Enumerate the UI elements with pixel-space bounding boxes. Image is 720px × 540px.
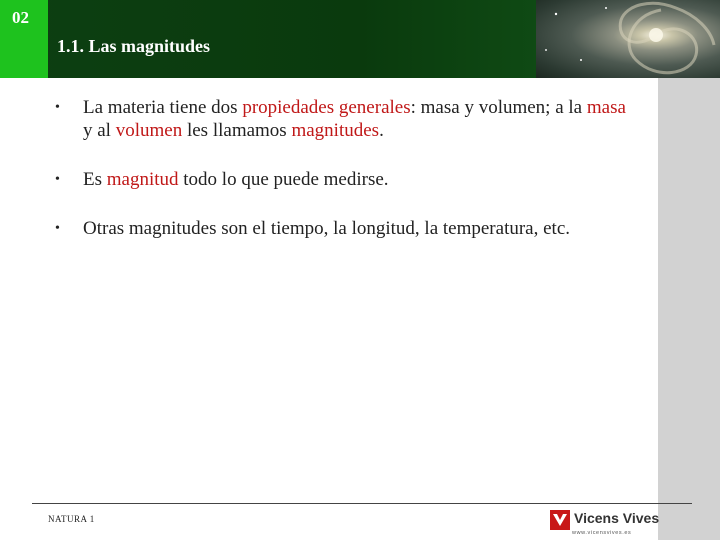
highlighted-term: propiedades generales — [242, 97, 411, 118]
publisher-logo — [548, 508, 658, 538]
text-segment: Otras magnitudes son el tiempo, la longitud, la temperatura, etc. — [83, 218, 571, 239]
chapter-number: 02 — [12, 8, 29, 27]
highlighted-term: magnitudes — [291, 120, 380, 141]
footer-divider — [32, 503, 692, 504]
chapter-tab — [0, 0, 48, 78]
bullet-item — [55, 96, 635, 142]
text-segment: les llamamos — [182, 120, 292, 141]
text-segment: : masa y volumen; a la — [410, 97, 587, 118]
footer-book-label: NATURA 1 — [48, 514, 95, 524]
bullet-item — [55, 168, 635, 191]
slide-header — [0, 0, 720, 78]
slide-content — [55, 96, 635, 266]
text-segment: Es — [83, 169, 107, 190]
text-segment: y al — [83, 120, 116, 141]
highlighted-term: volumen — [115, 120, 183, 141]
publisher-url: www.vicensvives.es — [572, 530, 632, 536]
galaxy-image — [536, 0, 720, 78]
text-segment: . — [379, 120, 384, 141]
publisher-name: Vicens Vives — [574, 510, 660, 526]
slide-title: 1.1. Las magnitudes — [57, 36, 211, 56]
text-segment: La materia tiene dos — [83, 97, 243, 118]
right-side-band — [658, 78, 720, 540]
highlighted-term: masa — [586, 97, 626, 118]
bullet-text — [83, 97, 626, 141]
bullet-dot: • — [55, 221, 60, 236]
bullet-dot: • — [55, 172, 60, 187]
bullet-dot: • — [55, 100, 60, 115]
vicens-vives-logo-icon — [550, 510, 570, 530]
text-segment: todo lo que puede medirse. — [178, 169, 389, 190]
bullet-item — [55, 217, 635, 240]
bullet-text — [83, 218, 570, 239]
bullet-text — [83, 169, 389, 190]
highlighted-term: magnitud — [106, 169, 179, 190]
